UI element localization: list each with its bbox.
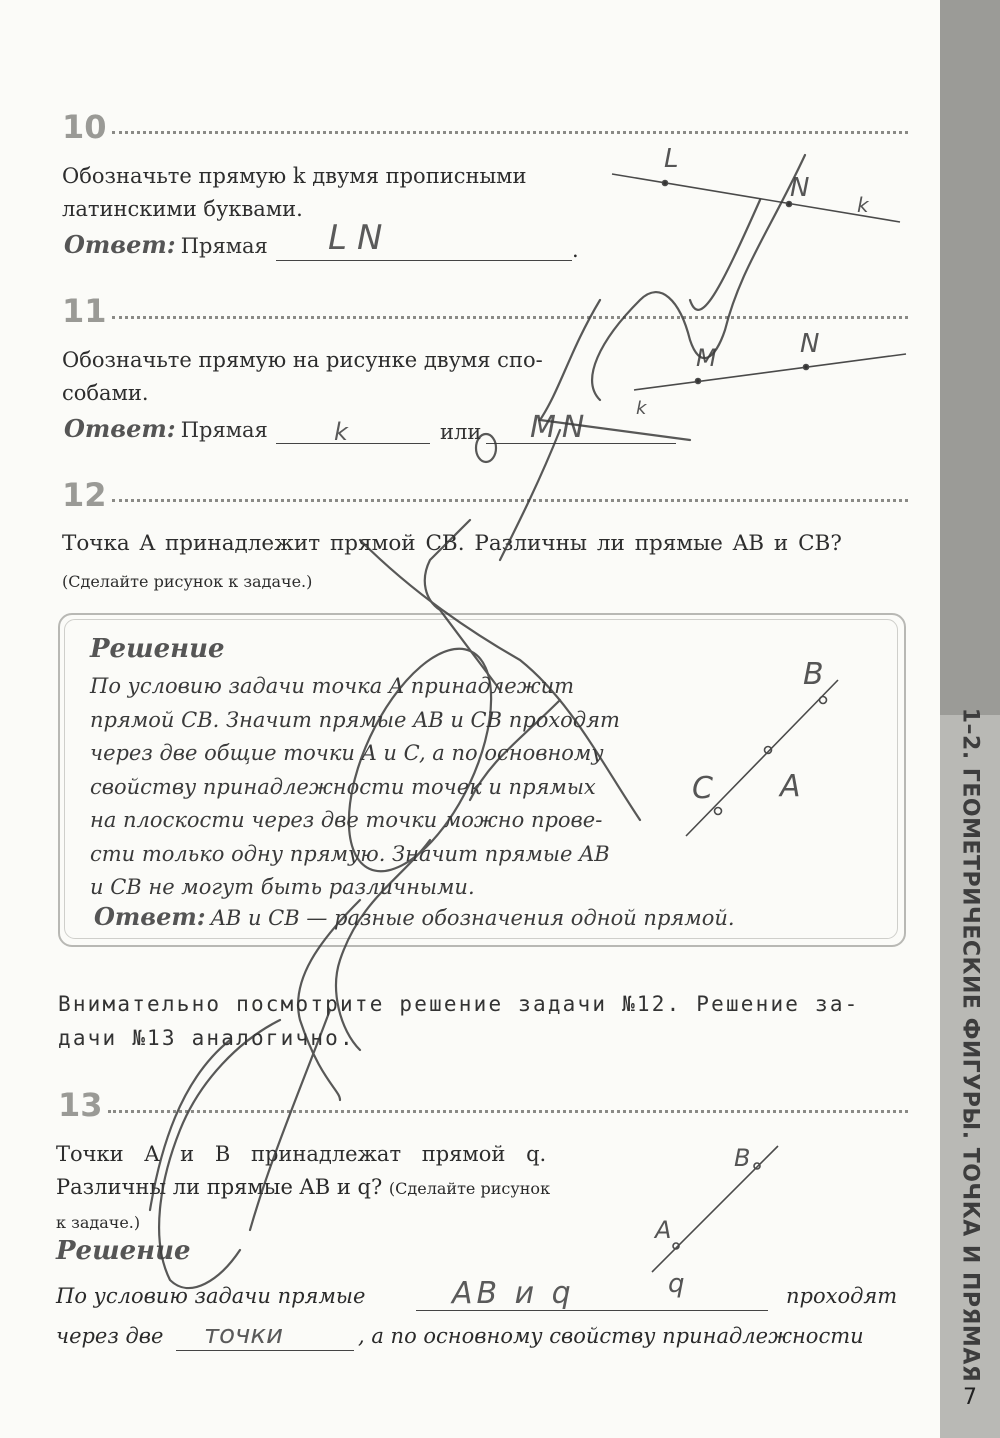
task-11-label-k: k xyxy=(636,398,647,419)
answer-prefix: Прямая xyxy=(180,418,268,442)
task-10-label-N: N xyxy=(790,173,810,203)
note-line2: дачи №13 аналогично. xyxy=(58,1026,355,1050)
task-13-question-line1: Точки A и B принадлежат прямой q. xyxy=(56,1142,547,1166)
task-13-line2-prefix: через две xyxy=(56,1324,164,1348)
answer-prefix: Прямая xyxy=(180,234,268,258)
solution-line: прямой CB. Значит прямые AB и CB проходят xyxy=(90,707,620,732)
task-13-label-q: q xyxy=(668,1269,685,1299)
task-13-number: 13 xyxy=(58,1086,103,1124)
task-11-label-M: M xyxy=(696,344,717,372)
task-12-point-C xyxy=(715,808,722,815)
task-10-label-L: L xyxy=(664,144,679,174)
scribble-stroke xyxy=(159,1020,280,1288)
task-13-line1-value: AB и q xyxy=(452,1276,575,1311)
chapter-title: 1–2. ГЕОМЕТРИЧЕСКИЕ ФИГУРЫ. ТОЧКА И ПРЯМАЯ xyxy=(957,707,983,1383)
answer-text: AB и CB — разные обозначения одной прямой. xyxy=(210,906,735,930)
task-11-or: или xyxy=(440,420,482,444)
task-13-line2-value: точки xyxy=(204,1320,284,1350)
scribble-stroke xyxy=(500,430,560,560)
task-12-label-A: A xyxy=(780,769,801,804)
task-13-line2-suffix: , а по основному свойству принадлежности xyxy=(358,1324,864,1348)
task-13-solution-title: Решение xyxy=(56,1236,191,1266)
task-12-solution-title: Решение xyxy=(90,634,225,664)
task-11-number: 11 xyxy=(62,292,107,330)
task-10-question-line1: Обозначьте прямую k двумя прописными xyxy=(62,164,527,188)
task-11-question-line1: Обозначьте прямую на рисунке двумя спо- xyxy=(62,348,543,372)
pencil-scribble xyxy=(150,155,805,1288)
note-line1: Внимательно посмотрите решение задачи №12. Решение за- xyxy=(58,992,860,1016)
task-12-note: (Сделайте рисунок к задаче.) xyxy=(62,572,313,591)
scribble-stroke xyxy=(150,1040,230,1210)
task-11-answer-value1: k xyxy=(334,418,348,446)
answer-label: Ответ: xyxy=(94,902,206,931)
task-13-label-A: A xyxy=(655,1216,672,1244)
question-note: (Сделайте рисунок xyxy=(388,1179,551,1198)
scribble-o xyxy=(476,434,496,462)
task-10-point-L xyxy=(663,181,668,186)
page-number: 7 xyxy=(963,1385,977,1410)
task-13-label-B: B xyxy=(734,1144,751,1172)
task-11-label-N: N xyxy=(800,329,820,359)
scribble-stroke xyxy=(690,200,760,310)
task-10-label-k: k xyxy=(857,193,869,217)
task-12-question: Точка A принадлежит прямой CB. Различны ли прямые AB и CB? xyxy=(62,531,842,556)
solution-line: на плоскости через две точки можно прове- xyxy=(90,808,603,832)
task-13-line1-suffix: проходят xyxy=(786,1284,898,1308)
task-11-point-M xyxy=(696,379,701,384)
task-12-point-B xyxy=(820,697,827,704)
solution-line: через две общие точки A и C, а по основному xyxy=(90,741,604,765)
task-10-answer-value: LN xyxy=(328,218,393,258)
solution-line: сти только одну прямую. Значит прямые AB xyxy=(90,841,610,866)
task-10-number: 10 xyxy=(62,108,107,146)
answer-label: Ответ: xyxy=(64,414,176,443)
task-12-line xyxy=(686,680,838,836)
task-12-number: 12 xyxy=(62,476,107,514)
task-10-answer-end: . xyxy=(572,238,579,262)
scribble-stroke xyxy=(360,540,640,820)
question-text: Различны ли прямые AB и q? xyxy=(56,1175,383,1199)
task-12-label-C: C xyxy=(692,771,713,806)
scribble-stroke xyxy=(540,300,690,440)
solution-line: и CB не могут быть различными. xyxy=(90,875,475,899)
task-13-line1-prefix: По условию задачи прямые xyxy=(56,1284,366,1308)
solution-line: свойству принадлежности точек и прямых xyxy=(90,774,596,799)
task-13-note-line2: к задаче.) xyxy=(56,1213,141,1232)
answer-label: Ответ: xyxy=(64,230,176,259)
task-11-point-N xyxy=(804,365,809,370)
task-11-question-line2: собами. xyxy=(62,381,149,405)
scribble-stroke xyxy=(250,1010,330,1230)
task-11-answer-value2: MN xyxy=(530,410,591,445)
task-11-line xyxy=(634,354,906,390)
task-10-question-line2: латинскими буквами. xyxy=(62,197,303,221)
task-12-label-B: B xyxy=(803,657,824,692)
solution-line: По условию задачи точка A принадлежит xyxy=(90,674,575,698)
